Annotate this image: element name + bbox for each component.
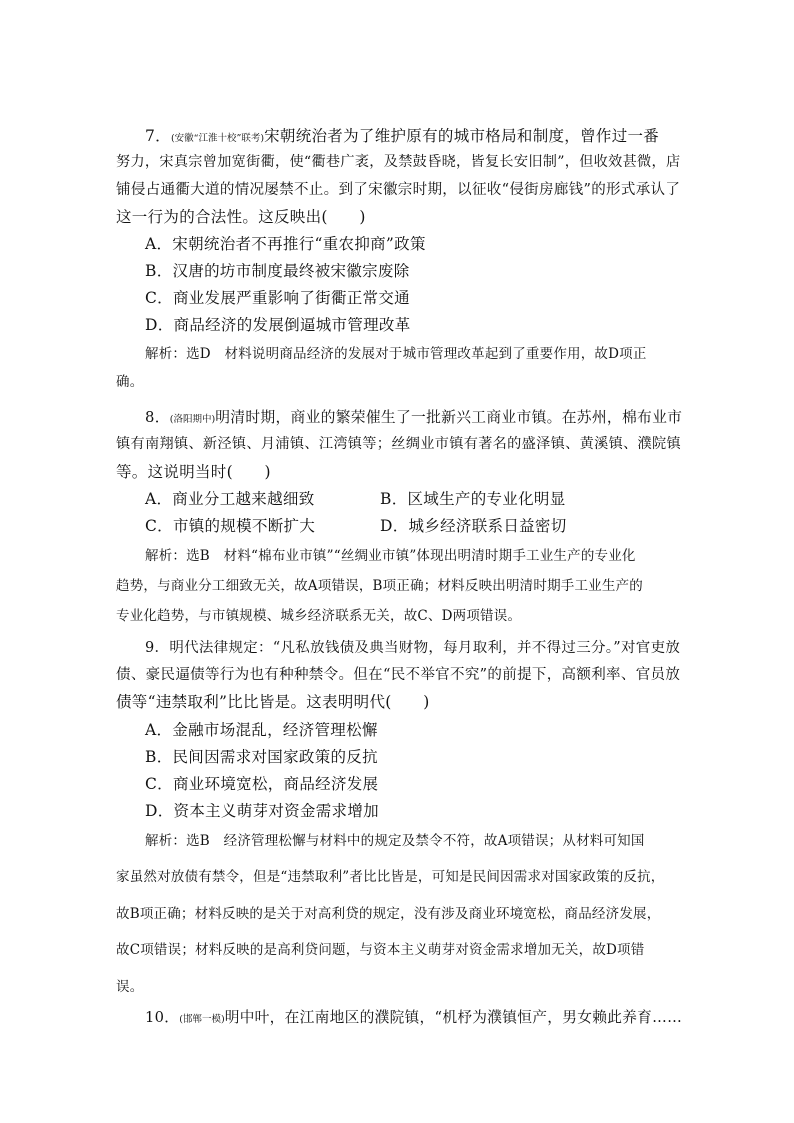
question-9-option-b: B．民间因需求对国家政策的反抗	[145, 748, 378, 766]
question-8-stem-line-1: 8．(洛阳期中)明清时期，商业的繁荣催生了一批新兴工商业市镇。在苏州，棉布业市	[145, 409, 683, 426]
question-9-stem-line-1: 9．明代法律规定：“凡私放钱债及典当财物，每月取利，并不得过三分。”对官吏放	[145, 640, 681, 656]
question-7-stem-line-1: 7．(安徽“江淮十校”联考)宋朝统治者为了维护原有的城市格局和制度，曾作过一番	[145, 127, 660, 145]
question-9-stem-line-2: 债、豪民逼债等行为也有种种禁令。但在“民不举官不究”的前提下，高额利率、官员放	[116, 667, 681, 683]
question-7-analysis-line-2: 确。	[116, 374, 144, 390]
question-8-source: (洛阳期中)	[169, 414, 216, 425]
question-9-option-c: C．商业环境宽松，商品经济发展	[145, 775, 379, 793]
question-7-option-b: B．汉唐的坊市制度最终被宋徽宗废除	[145, 262, 410, 280]
question-7-option-a: A．宋朝统治者不再推行“重农抑商”政策	[145, 235, 426, 253]
question-8-analysis-line-3: 专业化趋势，与市镇规模、城乡经济联系无关，故C、D两项错误。	[116, 608, 522, 624]
question-9-analysis-line-1: 解析：选B 经济管理松懈与材料中的规定及禁令不符，故A项错误；从材料可知国	[145, 833, 645, 849]
question-9-analysis-line-2: 家虽然对放债有禁令，但是“违禁取利”者比比皆是，可知是民间因需求对国家政策的反抗，	[116, 869, 665, 885]
question-9-stem-line-3: 债等“违禁取利”比比皆是。这表明明代( )	[116, 693, 430, 711]
question-8-stem-line-3: 等。这说明当时( )	[116, 463, 271, 481]
question-8-stem-line-2: 镇有南翔镇、新泾镇、月浦镇、江湾镇等；丝绸业市镇有著名的盛泽镇、黄溪镇、濮院镇	[116, 436, 682, 452]
question-9-analysis-line-4: 故C项错误；材料反映的是高利贷问题，与资本主义萌芽对资金需求增加无关，故D项错	[116, 942, 645, 958]
question-8-option-b: B．区域生产的专业化明显	[380, 490, 566, 508]
question-7-stem-line-4: 这一行为的合法性。这反映出( )	[116, 208, 366, 226]
question-7-stem-line-2: 努力，宋真宗曾加宽街衢，使“衢巷广袤，及禁鼓昏晓，皆复长安旧制”，但收效甚微，店	[116, 154, 681, 170]
question-10-stem-line-1: 10．(邯郸一模)明中叶，在江南地区的濮院镇，“机杼为濮镇恒产，男女赖此养育……	[145, 1009, 683, 1026]
question-8-analysis-line-1: 解析：选B 材料“棉布业市镇”“丝绸业市镇”体现出明清时期手工业生产的专业化	[145, 548, 636, 564]
question-8-option-a: A．商业分工越来越细致	[145, 490, 315, 508]
question-9-analysis-line-5: 误。	[116, 979, 144, 995]
question-9-option-d: D．资本主义萌芽对资金需求增加	[145, 802, 379, 820]
question-9-option-a: A．金融市场混乱，经济管理松懈	[145, 721, 378, 739]
question-7-option-d: D．商品经济的发展倒逼城市管理改革	[145, 316, 411, 334]
question-8-option-d: D．城乡经济联系日益密切	[380, 517, 567, 535]
question-8-analysis-line-2: 趋势，与商业分工细致无关，故A项错误，B项正确；材料反映出明清时期手工业生产的	[116, 578, 643, 594]
question-7-source: (安徽“江淮十校”联考)	[170, 133, 265, 144]
question-7-analysis-line-1: 解析：选D 材料说明商品经济的发展对于城市管理改革起到了重要作用，故D项正	[145, 346, 647, 362]
question-9-analysis-line-3: 故B项正确；材料反映的是关于对高利贷的规定，没有涉及商业环境宽松，商品经济发展，	[116, 906, 661, 922]
question-7-stem-line-3: 铺侵占通衢大道的情况屡禁不止。到了宋徽宗时期，以征收“侵街房廊钱”的形式承认了	[116, 182, 681, 198]
question-10-source: (邯郸一模)	[179, 1014, 225, 1025]
question-8-option-c: C．市镇的规模不断扩大	[145, 517, 316, 535]
question-7-option-c: C．商业发展严重影响了街衢正常交通	[145, 289, 410, 307]
